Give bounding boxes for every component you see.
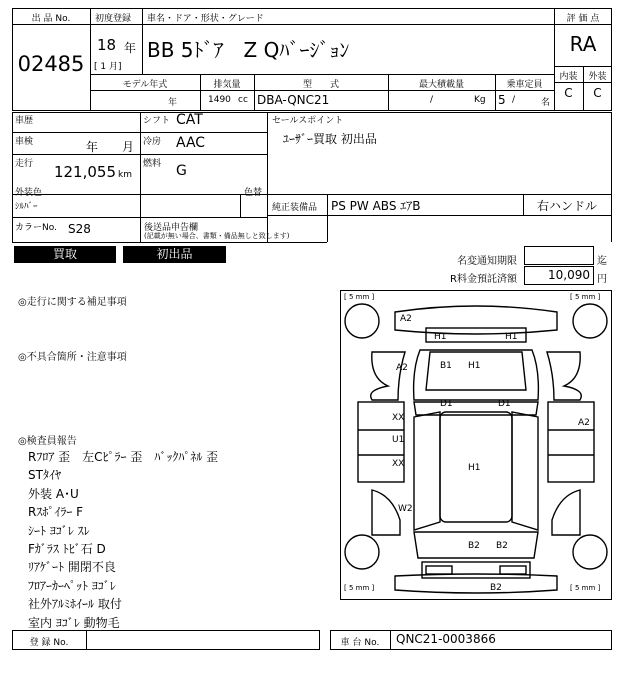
mark-headlight-l: H1 [434, 332, 447, 342]
ac-value: AAC [176, 135, 206, 151]
mark-rear-l: B2 [468, 541, 480, 551]
sales-point-label: セールスポイント [272, 116, 344, 126]
inspection-label: 車検 [15, 137, 34, 147]
eval-label: 評 価 点 [566, 14, 600, 24]
inspector-item: Fｶﾞﾗｽ ﾄﾋﾞ石 D [28, 542, 106, 556]
lot-number: 02485 [17, 52, 85, 76]
ext-color-label: 外装色 [15, 188, 43, 198]
mark-roof: H1 [468, 463, 481, 473]
capacity-label: 乗車定員 [506, 80, 543, 90]
equipment-label: 純正装備品 [272, 203, 318, 213]
recycle-label: R料金預託済額 [450, 274, 517, 285]
interior-grade: C [564, 86, 573, 100]
inspector-item: 外装 A･U [28, 486, 79, 501]
recycle-unit: 円 [597, 274, 607, 285]
max-load-unit: Kg [474, 95, 486, 105]
mark-windshield-l: D1 [440, 399, 453, 409]
docs-label: 後送品申告欄 [144, 223, 199, 233]
mark-rear-door-l: U1 [392, 435, 405, 445]
tag-first-listing: 初出品 [123, 246, 226, 263]
tag-purchase: 買取 [14, 246, 116, 263]
capacity-unit: 名 [541, 98, 551, 108]
type-value: DBA-QNC21 [257, 93, 330, 107]
history-label: 車歴 [15, 116, 34, 126]
fuel-value: G [176, 163, 187, 179]
mark-hood-r: H1 [468, 361, 481, 371]
vehicle-name-label: 車名・ドア・形状・グレード [147, 14, 264, 24]
car-damage-diagram [340, 290, 612, 600]
equipment: PS PW ABS ｴｱB [331, 199, 421, 213]
shift-label: シフト [143, 116, 171, 126]
mark-front-bumper: A2 [400, 314, 412, 324]
recycle-amount: 10,090 [548, 268, 590, 282]
docs-note: (記載が無い場合、書類・備品無しと致します) [144, 232, 290, 240]
color-no: S28 [68, 222, 91, 236]
mark-rear-quarter-l: W2 [398, 504, 413, 514]
tire-label-fr: [ 5 mm ] [570, 293, 601, 301]
capacity: 5 [498, 93, 506, 107]
mileage-value: 121,055 [53, 163, 116, 181]
inspector-item: ﾘｱｹﾞｰﾄ 開閉不良 [28, 560, 116, 575]
mark-rear-r: B2 [496, 541, 508, 551]
mark-windshield-r: D1 [498, 399, 511, 409]
first-reg-year-unit: 年 [124, 41, 137, 55]
type-label: 型 式 [302, 80, 339, 90]
reg-no-label: 登 録 No. [29, 638, 69, 648]
interior-label: 内装 [559, 72, 578, 82]
inspector-item: 社外ｱﾙﾐﾎｲｰﾙ 取付 [28, 597, 122, 612]
inspection-month: 月 [122, 140, 135, 154]
sales-point: ﾕｰｻﾞｰ買取 初出品 [283, 132, 377, 146]
mark-front-fender-l: A2 [396, 363, 408, 373]
exterior-grade: C [593, 86, 602, 100]
model-year-unit: 年 [168, 98, 178, 108]
mark-headlight-r: H1 [505, 332, 518, 342]
inspector-item: 室内 ﾖｺﾞﾚ 動物毛 [28, 615, 120, 630]
shift-value: CAT [176, 112, 203, 128]
ac-label: 冷房 [143, 137, 162, 147]
mark-hood-l: B1 [440, 361, 452, 371]
tire-label-rl: [ 5 mm ] [344, 584, 375, 592]
mileage-unit: km [118, 170, 132, 180]
inspector-item: Rｽﾎﾟｲﾗｰ F [28, 505, 84, 520]
inspector-item: ｼｰﾄ ﾖｺﾞﾚ ｽﾚ [28, 523, 90, 538]
steering: 右ハンドル [536, 199, 597, 213]
vehicle-name: BB 5ﾄﾞｱ Z Qﾊﾞｰｼﾞｮﾝ [147, 38, 350, 62]
mark-rocker-l: XX [392, 459, 405, 469]
lot-label: 出 品 No. [31, 14, 71, 24]
name-change-unit: 迄 [597, 256, 607, 267]
driving-title: ◎走行に関する補足事項 [18, 297, 127, 308]
eval-score: RA [569, 32, 597, 56]
tire-label-fl: [ 5 mm ] [344, 293, 375, 301]
first-reg-month: [ 1 月] [94, 62, 122, 72]
max-load-sep: / [430, 95, 434, 105]
tire-label-rr: [ 5 mm ] [570, 584, 601, 592]
mileage-label: 走行 [15, 159, 34, 169]
chassis-no: QNC21-0003866 [396, 632, 496, 646]
chassis-label: 車 台 No. [340, 638, 380, 648]
mark-door-r: A2 [578, 418, 590, 428]
inspector-item: ﾌﾛｱｰｶｰﾍﾟｯﾄ ﾖｺﾞﾚ [28, 578, 116, 593]
displacement-unit: cc [238, 95, 248, 105]
first-reg-year: 18 [97, 36, 117, 54]
repaint-label: 色替 [244, 188, 263, 198]
mark-rear-bumper: B2 [490, 583, 502, 593]
first-reg-label: 初度登録 [95, 14, 132, 24]
displacement-label: 排気量 [213, 80, 241, 90]
inspector-item: STﾀｲﾔ [28, 468, 61, 483]
displacement: 1490 [208, 95, 231, 105]
max-load-label: 最大積載量 [418, 80, 464, 90]
name-change-box [524, 246, 594, 265]
capacity-sep: / [512, 95, 516, 105]
color-no-label: カラーNo. [15, 223, 57, 233]
model-year-label: モデル年式 [122, 80, 168, 90]
name-change-label: 名変通知期限 [457, 256, 517, 267]
ext-color: ｼﾙﾊﾞｰ [15, 202, 38, 212]
fuel-label: 燃料 [143, 159, 162, 169]
exterior-label: 外装 [588, 72, 607, 82]
defects-title: ◎不具合箇所・注意事項 [18, 352, 127, 363]
inspector-item: Rﾌﾛｱ 歪 左Cﾋﾟﾗｰ 歪 ﾊﾞｯｸﾊﾟﾈﾙ 歪 [28, 450, 219, 464]
inspector-title: ◎検査員報告 [18, 436, 77, 447]
mark-front-door-l: XX [392, 413, 405, 423]
inspection-year: 年 [86, 140, 99, 154]
